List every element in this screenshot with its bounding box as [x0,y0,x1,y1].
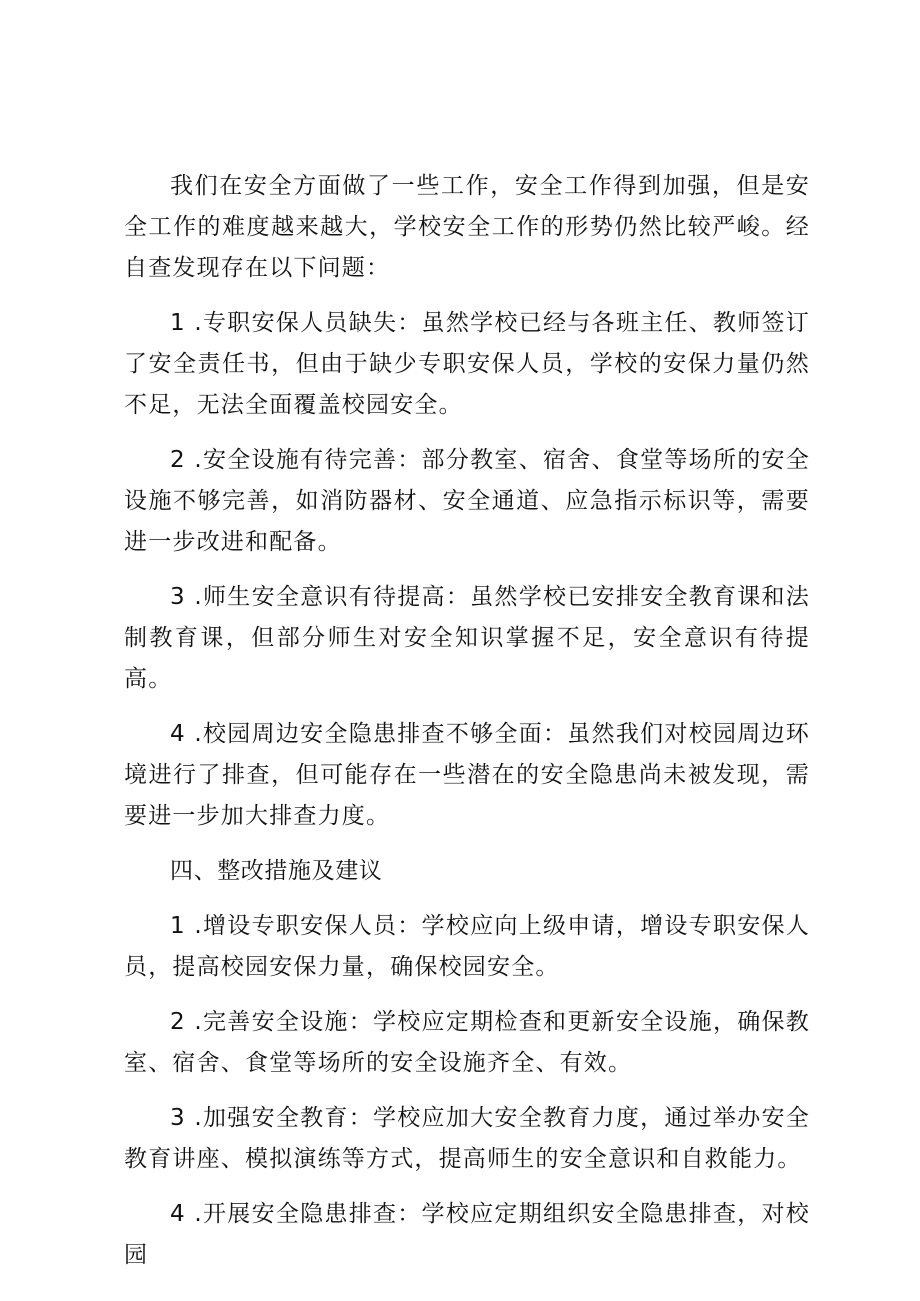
problem-item-4: 4 .校园周边安全隐患排查不够全面：虽然我们对校园周边环境进行了排查，但可能存在一些潜在的安全隐患尚未被发现，需要进一步加大排查力度。 [124,721,810,829]
measure-item-1: 1 .增设专职安保人员：学校应向上级申请，增设专职安保人员，提高校园安保力量，确保校园安全。 [124,913,810,980]
section-heading: 四、整改措施及建议 [170,858,383,884]
document-body [124,166,810,1276]
problem-item-3: 3 .师生安全意识有待提高：虽然学校已安排安全教育课和法制教育课，但部分师生对安全知识掌握不足，安全意识有待提高。 [124,584,810,692]
measure-item-4: 4 .开展安全隐患排查：学校应定期组织安全隐患排查，对校园 [124,1201,810,1268]
measure-item-3: 3 .加强安全教育：学校应加大安全教育力度，通过举办安全教育讲座、模拟演练等方式，提高师生的安全意识和自救能力。 [124,1105,810,1172]
problem-item-2: 2 .安全设施有待完善：部分教室、宿舍、食堂等场所的安全设施不够完善，如消防器材、安全通道、应急指示标识等，需要进一步改进和配备。 [124,447,810,555]
measure-item-2: 2 .完善安全设施：学校应定期检查和更新安全设施，确保教室、宿舍、食堂等场所的安全设施齐全、有效。 [124,1009,810,1076]
intro-paragraph: 我们在安全方面做了一些工作，安全工作得到加强，但是安全工作的难度越来越大，学校安全工作的形势仍然比较严峻。经自查发现存在以下问题： [124,173,810,281]
problem-item-1: 1 .专职安保人员缺失：虽然学校已经与各班主任、教师签订了安全责任书，但由于缺少专职安保人员，学校的安保力量仍然不足，无法全面覆盖校园安全。 [124,310,810,418]
